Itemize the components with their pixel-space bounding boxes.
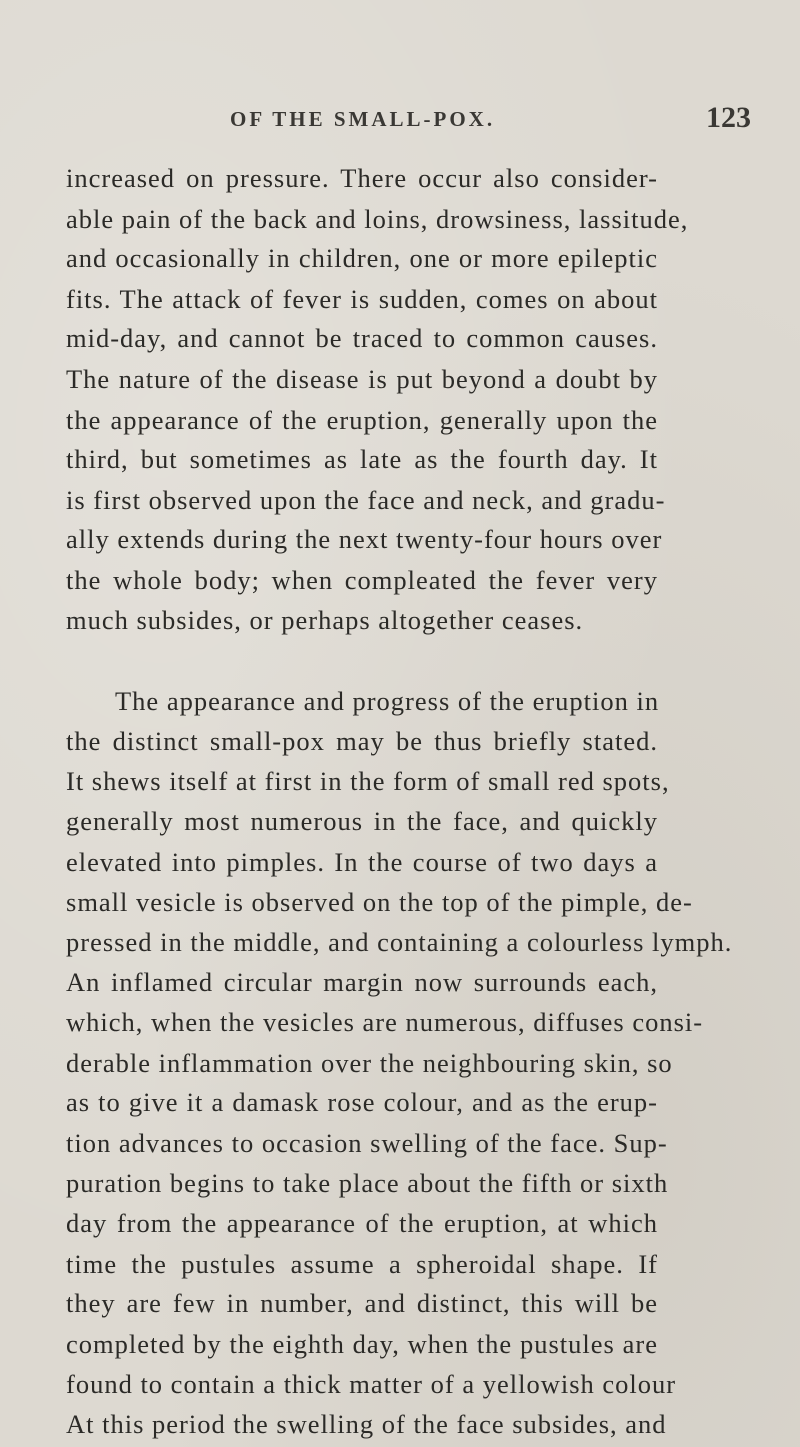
text-line: the whole body; when compleated the fever very xyxy=(66,565,658,595)
text-line: time the pustules assume a spheroidal shape. If xyxy=(66,1249,658,1279)
text-line: The nature of the disease is put beyond a doubt by xyxy=(66,364,658,394)
text-line: third, but sometimes as late as the fourth day. It xyxy=(66,444,658,474)
text-line: derable inflammation over the neighbouring skin, so xyxy=(66,1048,673,1078)
text-line: is first observed upon the face and neck, and gradu- xyxy=(66,485,666,515)
text-line: It shews itself at first in the form of small red spots, xyxy=(66,766,670,796)
text-line: and occasionally in children, one or more epileptic xyxy=(66,243,658,273)
text-line: tion advances to occasion swelling of the face. Sup- xyxy=(66,1128,668,1158)
text-line: pressed in the middle, and containing a colourless lymph. xyxy=(66,927,733,957)
text-line: the appearance of the eruption, generally upon the xyxy=(66,405,658,435)
page-number: 123 xyxy=(706,101,751,134)
text-line: day from the appearance of the eruption, at which xyxy=(66,1208,658,1238)
text-line: fits. The attack of fever is sudden, comes on about xyxy=(66,284,658,314)
running-head: OF THE SMALL-POX. xyxy=(230,107,496,131)
text-line: the distinct small-pox may be thus briefly stated. xyxy=(66,726,658,756)
text-line: found to contain a thick matter of a yellowish colour xyxy=(66,1369,677,1399)
text-line: mid-day, and cannot be traced to common causes. xyxy=(66,323,658,353)
text-line: The appearance and progress of the eruption in xyxy=(115,686,660,716)
text-line: as to give it a damask rose colour, and as the erup- xyxy=(66,1087,658,1117)
text-line: which, when the vesicles are numerous, diffuses consi- xyxy=(66,1007,704,1037)
text-line: At this period the swelling of the face subsides, and xyxy=(66,1409,667,1439)
text-line: increased on pressure. There occur also consider- xyxy=(66,163,658,193)
text-line: they are few in number, and distinct, this will be xyxy=(66,1288,658,1318)
text-line: puration begins to take place about the fifth or sixth xyxy=(66,1168,669,1198)
text-line: ally extends during the next twenty-four hours over xyxy=(66,524,663,554)
text-line: elevated into pimples. In the course of two days a xyxy=(66,847,658,877)
text-line: completed by the eighth day, when the pustules are xyxy=(66,1329,658,1359)
text-line: An inflamed circular margin now surrounds each, xyxy=(66,967,658,997)
text-line: small vesicle is observed on the top of the pimple, de- xyxy=(66,887,693,917)
text-line: able pain of the back and loins, drowsiness, lassitude, xyxy=(66,204,689,234)
text-line: much subsides, or perhaps altogether ceases. xyxy=(66,605,584,635)
text-line: generally most numerous in the face, and quickly xyxy=(66,806,658,836)
